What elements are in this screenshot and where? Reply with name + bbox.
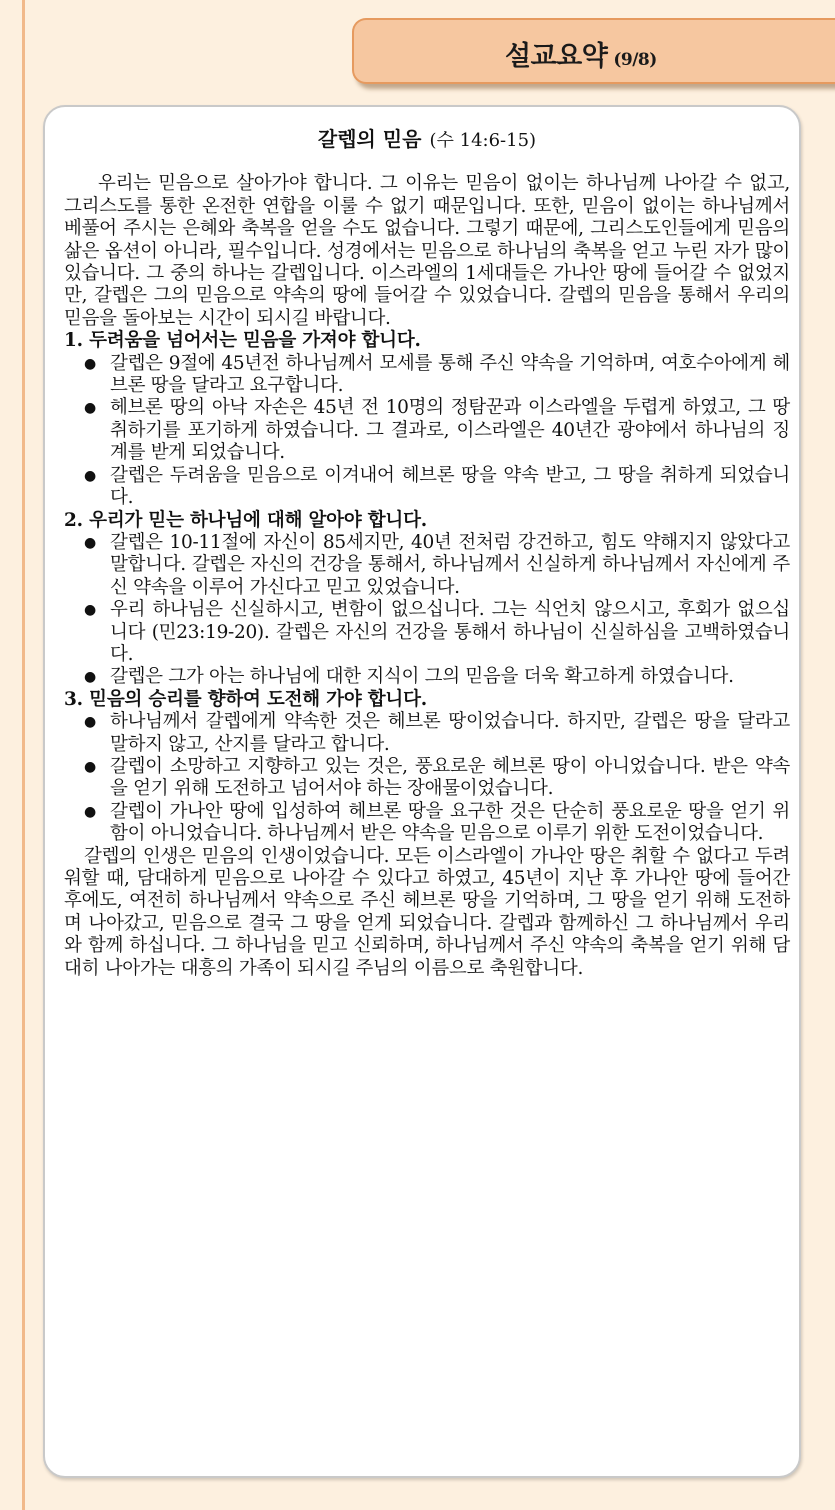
sermon-reference: (수 14:6-15) bbox=[429, 130, 537, 151]
list-item: ● 우리 하나님은 신실하시고, 변함이 없으십니다. 그는 식언치 않으시고, 후회가 없으십니다 (민23:19-20). 갈렙은 자신의 건강을 통해서 하나님이 신실하심을 고백하였습니다. bbox=[110, 599, 790, 666]
section-heading-2: 2. 우리가 믿는 하나님에 대해 알아야 합니다. bbox=[64, 509, 428, 531]
list-item: ● 갈렙은 10-11절에 자신이 85세지만, 40년 전처럼 강건하고, 힘도 약해지지 않았다고 말합니다. 갈렙은 자신의 건강을 통해서, 하나님께서 신실하게 하나님께서 자신에게 주신 약속을 이루어 가신다고 믿고 있었습니다. bbox=[110, 532, 790, 599]
sermon-content bbox=[64, 128, 790, 980]
intro-paragraph: 우리는 믿음으로 살아가야 합니다. 그 이유는 믿음이 없이는 하나님께 나아갈 수 없고, 그리스도를 통한 온전한 연합을 이룰 수 없기 때문입니다. 또한, 믿음이 없이는 하나님께서 베풀어 주시는 은혜와 축복을 얻을 수도 없습니다. 그렇기 때문에, 그리스도인들에게 믿음의 삶은 옵션이 아니라, 필수입니다. 성경에서는 믿음으로 하나님의 축복을 얻고 누린 자가 많이 있습니다. 그 중의 하나는 갈렙입니다. 이스라엘의 1세대들은 가나안 땅에 들어갈 수 없었지만, 갈렙은 그의 믿음으로 약속의 땅에 들어갈 수 있었습니다. 갈렙의 믿음을 통해서 우리의 믿음을 돌아보는 시간이 되시길 바랍니다. bbox=[64, 173, 790, 329]
list-item: ● 하나님께서 갈렙에게 약속한 것은 헤브론 땅이었습니다. 하지만, 갈렙은 땅을 달라고 말하지 않고, 산지를 달라고 합니다. bbox=[110, 711, 790, 756]
section-2-list bbox=[64, 532, 790, 689]
sermon-title bbox=[64, 128, 790, 152]
sermon-title-text: 갈렙의 믿음 bbox=[317, 127, 422, 151]
section-heading-3: 3. 믿음의 승리를 향하여 도전해 가야 합니다. bbox=[64, 688, 428, 710]
list-item: ● 갈렙은 9절에 45년전 하나님께서 모세를 통해 주신 약속을 기억하며, 여호수아에게 헤브론 땅을 달라고 요구합니다. bbox=[110, 353, 790, 398]
list-item: ● 갈렙이 소망하고 지향하고 있는 것은, 풍요로운 헤브론 땅이 아니었습니다. 받은 약속을 얻기 위해 도전하고 넘어서야 하는 장애물이었습니다. bbox=[110, 756, 790, 801]
list-item: ● 갈렙은 두려움을 믿음으로 이겨내어 헤브론 땅을 약속 받고, 그 땅을 취하게 되었습니다. bbox=[110, 465, 790, 510]
left-margin-rule bbox=[22, 0, 25, 1510]
header-title-text: 설교요약 bbox=[505, 41, 608, 72]
header-title bbox=[505, 34, 657, 73]
closing-paragraph: 갈렙의 인생은 믿음의 인생이었습니다. 모든 이스라엘이 가나안 땅은 취할 수 없다고 두려워할 때, 담대하게 믿음으로 나아갈 수 있다고 하였고, 45년이 지난 후 가나안 땅에 들어간 후에도, 여전히 하나님께서 약속으로 주신 헤브론 땅을 기억하며, 그 땅을 얻기 위해 도전하며 나아갔고, 믿음으로 결국 그 땅을 얻게 되었습니다. 갈렙과 함께하신 그 하나님께서 우리와 함께 하십니다. 그 하나님을 믿고 신뢰하며, 하나님께서 주신 약속의 축복을 얻기 위해 담대히 나아가는 대흥의 가족이 되시길 주님의 이름으로 축원합니다. bbox=[64, 845, 790, 979]
list-item: ● 갈렙이 가나안 땅에 입성하여 헤브론 땅을 요구한 것은 단순히 풍요로운 땅을 얻기 위함이 아니었습니다. 하나님께서 받은 약속을 믿음으로 이루기 위한 도전이었습니다. bbox=[110, 801, 790, 846]
section-3-list bbox=[64, 711, 790, 845]
list-item: ● 헤브론 땅의 아낙 자손은 45년 전 10명의 정탐꾼과 이스라엘을 두렵게 하였고, 그 땅 취하기를 포기하게 하였습니다. 그 결과로, 이스라엘은 40년간 광야에서 하나님의 징계를 받게 되었습니다. bbox=[110, 397, 790, 464]
header-date: (9/8) bbox=[613, 50, 657, 70]
section-1-list bbox=[64, 353, 790, 510]
section-heading-1: 1. 두려움을 넘어서는 믿음을 가져야 합니다. bbox=[64, 330, 421, 352]
list-item: ● 갈렙은 그가 아는 하나님에 대한 지식이 그의 믿음을 더욱 확고하게 하였습니다. bbox=[110, 666, 790, 688]
